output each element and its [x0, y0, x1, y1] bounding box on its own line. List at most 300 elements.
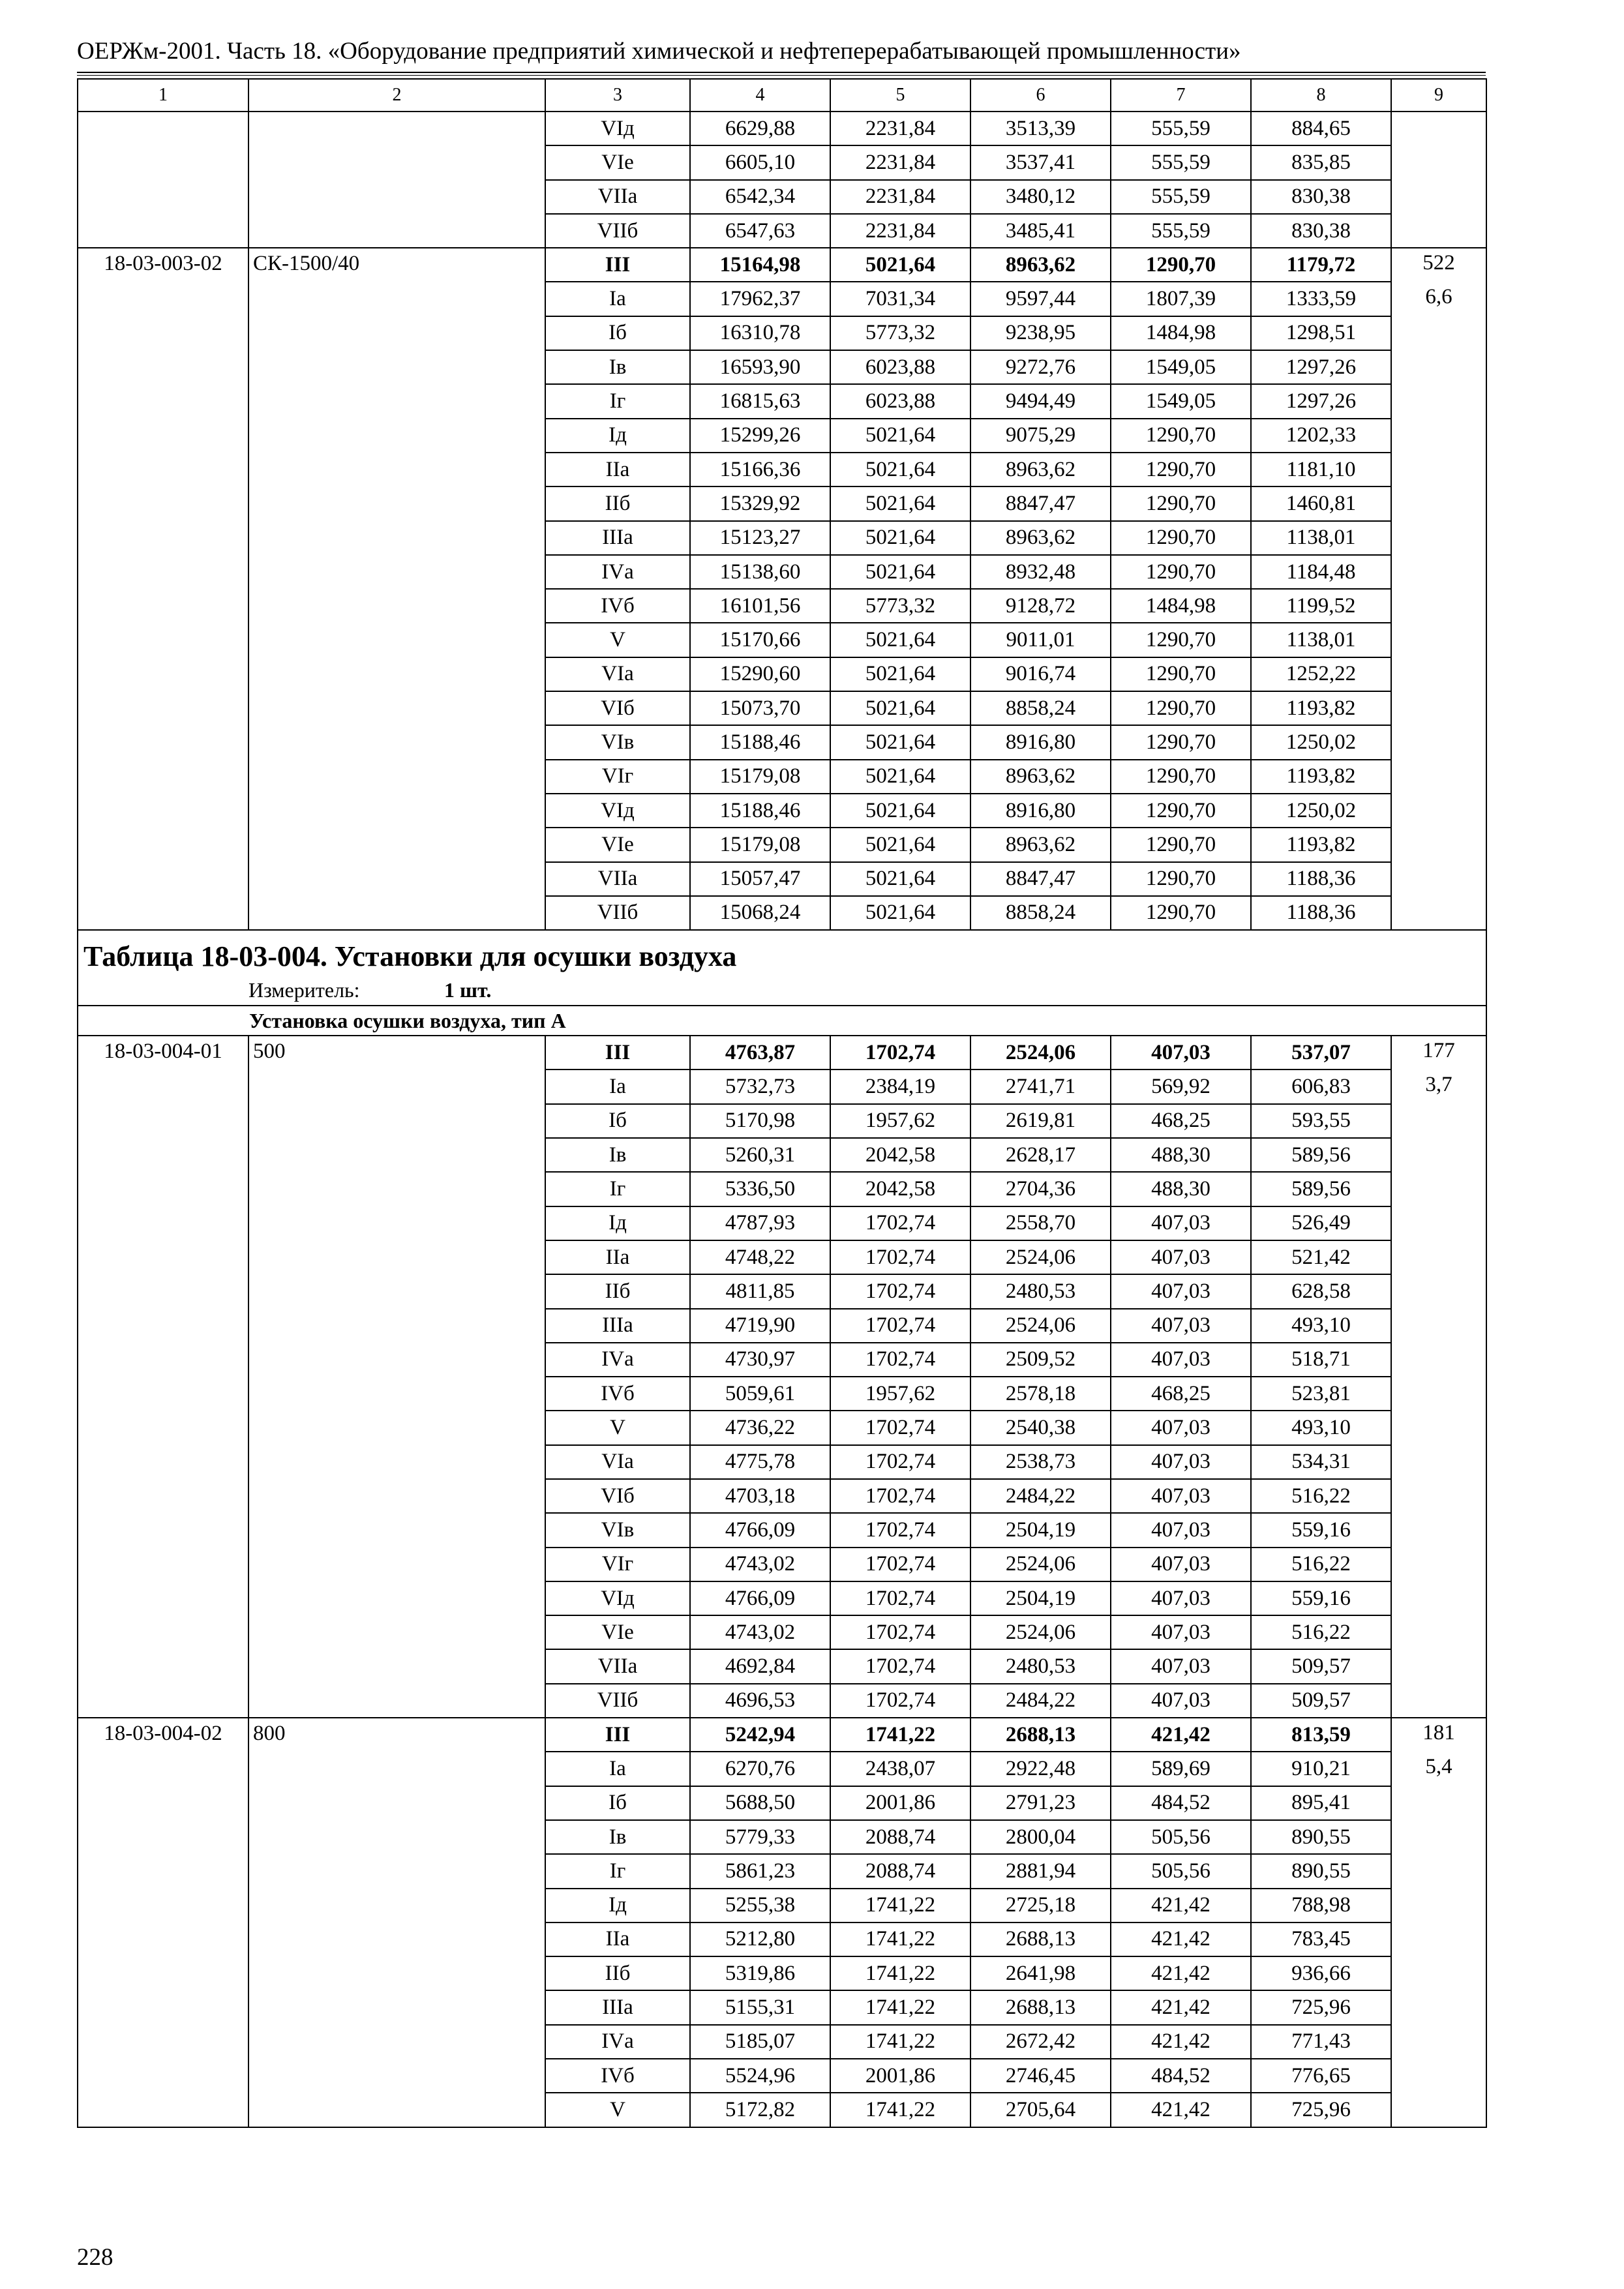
value-cell: 1290,70: [1111, 896, 1251, 930]
value-cell: 1199,52: [1251, 589, 1391, 623]
value-cell: 6629,88: [690, 112, 830, 145]
value-cell: 15299,26: [690, 419, 830, 453]
zone-cell: VIа: [545, 657, 690, 691]
value-cell: 4696,53: [690, 1684, 830, 1718]
value-cell: 1957,62: [830, 1104, 970, 1138]
zone-cell: VIб: [545, 1479, 690, 1513]
value-cell: 1741,22: [830, 1990, 970, 2024]
value-cell: 2688,13: [970, 1718, 1111, 1752]
value-cell: 421,42: [1111, 2093, 1251, 2127]
value-cell: 421,42: [1111, 2025, 1251, 2059]
value-cell: 5260,31: [690, 1138, 830, 1172]
zone-cell: V: [545, 1411, 690, 1444]
value-cell: 526,49: [1251, 1206, 1391, 1240]
value-cell: 4719,90: [690, 1309, 830, 1343]
value-cell: 2524,06: [970, 1309, 1111, 1343]
value-cell: 725,96: [1251, 1990, 1391, 2024]
value-cell: 421,42: [1111, 1889, 1251, 1922]
zone-cell: VIа: [545, 1445, 690, 1479]
value-cell: 1702,74: [830, 1240, 970, 1274]
value-cell: 1290,70: [1111, 248, 1251, 282]
value-cell: 2524,06: [970, 1240, 1111, 1274]
value-cell: 8916,80: [970, 725, 1111, 759]
zone-cell: IIб: [545, 1956, 690, 1990]
value-cell: 2231,84: [830, 214, 970, 248]
value-cell: 895,41: [1251, 1786, 1391, 1820]
value-cell: 1202,33: [1251, 419, 1391, 453]
value-cell: 2231,84: [830, 145, 970, 179]
value-cell: 890,55: [1251, 1854, 1391, 1888]
zone-cell: IIа: [545, 1922, 690, 1956]
value-cell: 830,38: [1251, 180, 1391, 214]
value-cell: 2484,22: [970, 1684, 1111, 1718]
value-cell: 2558,70: [970, 1206, 1111, 1240]
value-cell: 534,31: [1251, 1445, 1391, 1479]
value-cell: 1549,05: [1111, 350, 1251, 384]
value-cell: 1193,82: [1251, 828, 1391, 861]
value-cell: 407,03: [1111, 1548, 1251, 1581]
value-cell: 628,58: [1251, 1274, 1391, 1308]
value-cell: 4743,02: [690, 1548, 830, 1581]
value-cell: 16593,90: [690, 350, 830, 384]
value-cell: 4763,87: [690, 1036, 830, 1070]
value-cell: 3537,41: [970, 145, 1111, 179]
value-cell: 493,10: [1251, 1309, 1391, 1343]
value-cell: 569,92: [1111, 1070, 1251, 1103]
value-cell: 5021,64: [830, 521, 970, 555]
value-cell: 1250,02: [1251, 725, 1391, 759]
value-cell: 1702,74: [830, 1615, 970, 1649]
zone-cell: VIг: [545, 1548, 690, 1581]
value-cell: 1702,74: [830, 1036, 970, 1070]
value-cell: 5021,64: [830, 623, 970, 657]
value-cell: 15073,70: [690, 691, 830, 725]
resource-code: 18-03-004-01: [78, 1036, 248, 1718]
equipment-name: 800: [248, 1718, 545, 2127]
value-cell: 6270,76: [690, 1752, 830, 1786]
value-cell: 5021,64: [830, 760, 970, 794]
value-cell: 8847,47: [970, 862, 1111, 896]
value-cell: 523,81: [1251, 1377, 1391, 1411]
value-cell: 776,65: [1251, 2059, 1391, 2093]
labor-hours: 181: [1422, 1721, 1455, 1745]
value-cell: 7031,34: [830, 282, 970, 316]
value-cell: 484,52: [1111, 1786, 1251, 1820]
labor-hours: 177: [1422, 1039, 1455, 1063]
subheading: Установка осушки воздуха, тип А: [78, 1006, 1486, 1036]
value-cell: 5732,73: [690, 1070, 830, 1103]
zone-cell: VIв: [545, 725, 690, 759]
value-cell: 1702,74: [830, 1513, 970, 1547]
value-cell: 1290,70: [1111, 623, 1251, 657]
value-cell: 407,03: [1111, 1615, 1251, 1649]
value-cell: 5688,50: [690, 1786, 830, 1820]
value-cell: 15123,27: [690, 521, 830, 555]
value-cell: 2705,64: [970, 2093, 1111, 2127]
zone-cell: Iв: [545, 1820, 690, 1854]
value-cell: 1484,98: [1111, 316, 1251, 350]
zone-cell: Iг: [545, 1172, 690, 1206]
value-cell: 2619,81: [970, 1104, 1111, 1138]
labor-cell: [1391, 1718, 1486, 2127]
zone-cell: V: [545, 2093, 690, 2127]
value-cell: 5172,82: [690, 2093, 830, 2127]
zone-cell: IIIа: [545, 1309, 690, 1343]
value-cell: 484,52: [1111, 2059, 1251, 2093]
value-cell: 6542,34: [690, 180, 830, 214]
value-cell: 1290,70: [1111, 862, 1251, 896]
value-cell: 1702,74: [830, 1479, 970, 1513]
value-cell: 5336,50: [690, 1172, 830, 1206]
value-cell: 5861,23: [690, 1854, 830, 1888]
value-cell: 5021,64: [830, 896, 970, 930]
value-cell: 8963,62: [970, 828, 1111, 861]
value-cell: 8963,62: [970, 248, 1111, 282]
value-cell: 2688,13: [970, 1990, 1111, 2024]
value-cell: 589,56: [1251, 1138, 1391, 1172]
column-number: 5: [830, 79, 970, 112]
value-cell: 3513,39: [970, 112, 1111, 145]
value-cell: 771,43: [1251, 2025, 1391, 2059]
value-cell: 407,03: [1111, 1649, 1251, 1683]
value-cell: 813,59: [1251, 1718, 1391, 1752]
header-rule: [77, 72, 1486, 76]
value-cell: 1184,48: [1251, 555, 1391, 589]
value-cell: 5185,07: [690, 2025, 830, 2059]
meter-row: [78, 976, 1486, 1006]
value-cell: 9238,95: [970, 316, 1111, 350]
value-cell: 890,55: [1251, 1820, 1391, 1854]
value-cell: 1741,22: [830, 1718, 970, 1752]
zone-cell: III: [545, 1718, 690, 1752]
table-row: [78, 1036, 1486, 1070]
value-cell: 9011,01: [970, 623, 1111, 657]
value-cell: 407,03: [1111, 1684, 1251, 1718]
zone-cell: VIд: [545, 112, 690, 145]
zone-cell: Iа: [545, 1070, 690, 1103]
value-cell: 559,16: [1251, 1581, 1391, 1615]
labor-cell: [1391, 1036, 1486, 1718]
value-cell: 2480,53: [970, 1649, 1111, 1683]
value-cell: 1702,74: [830, 1274, 970, 1308]
value-cell: 1250,02: [1251, 794, 1391, 828]
value-cell: 6605,10: [690, 145, 830, 179]
value-cell: 5021,64: [830, 419, 970, 453]
value-cell: 910,21: [1251, 1752, 1391, 1786]
zone-cell: VIIб: [545, 214, 690, 248]
subheading-row: [78, 1006, 1486, 1036]
zone-cell: III: [545, 248, 690, 282]
value-cell: 1193,82: [1251, 691, 1391, 725]
zone-cell: IIб: [545, 486, 690, 520]
labor-hours: 522: [1422, 251, 1455, 275]
resource-code: 18-03-004-02: [78, 1718, 248, 2127]
value-cell: 555,59: [1111, 112, 1251, 145]
value-cell: 509,57: [1251, 1649, 1391, 1683]
value-cell: 2231,84: [830, 180, 970, 214]
value-cell: 2800,04: [970, 1820, 1111, 1854]
value-cell: 2540,38: [970, 1411, 1111, 1444]
column-number: 8: [1251, 79, 1391, 112]
value-cell: 2922,48: [970, 1752, 1111, 1786]
value-cell: 15188,46: [690, 725, 830, 759]
value-cell: 2484,22: [970, 1479, 1111, 1513]
value-cell: 421,42: [1111, 1990, 1251, 2024]
value-cell: 421,42: [1111, 1922, 1251, 1956]
value-cell: 1138,01: [1251, 521, 1391, 555]
value-cell: 1290,70: [1111, 486, 1251, 520]
zone-cell: IIIа: [545, 1990, 690, 2024]
labor-grade: 5,4: [1425, 1755, 1452, 1779]
zone-cell: IVб: [545, 589, 690, 623]
value-cell: 559,16: [1251, 1513, 1391, 1547]
value-cell: 5021,64: [830, 453, 970, 486]
labor-cell: [1391, 112, 1486, 248]
zone-cell: VIIа: [545, 1649, 690, 1683]
value-cell: 9016,74: [970, 657, 1111, 691]
value-cell: 936,66: [1251, 1956, 1391, 1990]
zone-cell: Iб: [545, 316, 690, 350]
value-cell: 15068,24: [690, 896, 830, 930]
value-cell: 15057,47: [690, 862, 830, 896]
zone-cell: Iб: [545, 1104, 690, 1138]
value-cell: 8858,24: [970, 896, 1111, 930]
value-cell: 1138,01: [1251, 623, 1391, 657]
value-cell: 1702,74: [830, 1411, 970, 1444]
zone-cell: VIIа: [545, 862, 690, 896]
value-cell: 2231,84: [830, 112, 970, 145]
zone-cell: IIIа: [545, 521, 690, 555]
value-cell: 4748,22: [690, 1240, 830, 1274]
zone-cell: IVа: [545, 1343, 690, 1377]
value-cell: 516,22: [1251, 1615, 1391, 1649]
value-cell: 15164,98: [690, 248, 830, 282]
zone-cell: IVб: [545, 2059, 690, 2093]
value-cell: 8858,24: [970, 691, 1111, 725]
value-cell: 407,03: [1111, 1036, 1251, 1070]
value-cell: 521,42: [1251, 1240, 1391, 1274]
table-title: Таблица 18-03-004. Установки для осушки воздуха: [78, 930, 1486, 976]
column-number: 1: [78, 79, 248, 112]
value-cell: 1702,74: [830, 1649, 970, 1683]
value-cell: 5021,64: [830, 248, 970, 282]
value-cell: 5524,96: [690, 2059, 830, 2093]
value-cell: 6023,88: [830, 350, 970, 384]
value-cell: 407,03: [1111, 1240, 1251, 1274]
zone-cell: III: [545, 1036, 690, 1070]
value-cell: 1741,22: [830, 1889, 970, 1922]
zone-cell: V: [545, 623, 690, 657]
value-cell: 1807,39: [1111, 282, 1251, 316]
value-cell: 6547,63: [690, 214, 830, 248]
value-cell: 8963,62: [970, 760, 1111, 794]
value-cell: 555,59: [1111, 145, 1251, 179]
value-cell: 15170,66: [690, 623, 830, 657]
value-cell: 5319,86: [690, 1956, 830, 1990]
zone-cell: Iв: [545, 1138, 690, 1172]
value-cell: 1290,70: [1111, 760, 1251, 794]
zone-cell: Iг: [545, 1854, 690, 1888]
value-cell: 9494,49: [970, 384, 1111, 418]
value-cell: 5242,94: [690, 1718, 830, 1752]
value-cell: 421,42: [1111, 1956, 1251, 1990]
value-cell: 4766,09: [690, 1513, 830, 1547]
meter-cell: [78, 976, 1486, 1006]
value-cell: 2672,42: [970, 2025, 1111, 2059]
zone-cell: IIа: [545, 453, 690, 486]
value-cell: 516,22: [1251, 1548, 1391, 1581]
value-cell: 1741,22: [830, 2093, 970, 2127]
value-cell: 4703,18: [690, 1479, 830, 1513]
value-cell: 1290,70: [1111, 691, 1251, 725]
zone-cell: VIе: [545, 1615, 690, 1649]
zone-cell: IIб: [545, 1274, 690, 1308]
value-cell: 17962,37: [690, 282, 830, 316]
value-cell: 2001,86: [830, 2059, 970, 2093]
value-cell: 6023,88: [830, 384, 970, 418]
zone-cell: Iа: [545, 1752, 690, 1786]
value-cell: 788,98: [1251, 1889, 1391, 1922]
value-cell: 5170,98: [690, 1104, 830, 1138]
labor-grade: 3,7: [1425, 1073, 1452, 1097]
value-cell: 505,56: [1111, 1820, 1251, 1854]
value-cell: 5021,64: [830, 862, 970, 896]
value-cell: 2384,19: [830, 1070, 970, 1103]
resource-code: 18-03-003-02: [78, 248, 248, 930]
value-cell: 3485,41: [970, 214, 1111, 248]
zone-cell: Iг: [545, 384, 690, 418]
value-cell: 407,03: [1111, 1581, 1251, 1615]
value-cell: 2628,17: [970, 1138, 1111, 1172]
value-cell: 5212,80: [690, 1922, 830, 1956]
value-cell: 4775,78: [690, 1445, 830, 1479]
zone-cell: VIе: [545, 828, 690, 861]
zone-cell: IVа: [545, 555, 690, 589]
value-cell: 4730,97: [690, 1343, 830, 1377]
table-row: [78, 112, 1486, 145]
value-cell: 1741,22: [830, 2025, 970, 2059]
zone-cell: Iа: [545, 282, 690, 316]
zone-cell: VIе: [545, 145, 690, 179]
value-cell: 593,55: [1251, 1104, 1391, 1138]
value-cell: 1460,81: [1251, 486, 1391, 520]
value-cell: 4692,84: [690, 1649, 830, 1683]
value-cell: 421,42: [1111, 1718, 1251, 1752]
value-cell: 1188,36: [1251, 896, 1391, 930]
value-cell: 2524,06: [970, 1036, 1111, 1070]
value-cell: 5021,64: [830, 828, 970, 861]
value-cell: 1290,70: [1111, 419, 1251, 453]
value-cell: 505,56: [1111, 1854, 1251, 1888]
value-cell: 884,65: [1251, 112, 1391, 145]
value-cell: 2538,73: [970, 1445, 1111, 1479]
value-cell: 537,07: [1251, 1036, 1391, 1070]
value-cell: 2704,36: [970, 1172, 1111, 1206]
value-cell: 2001,86: [830, 1786, 970, 1820]
value-cell: 9075,29: [970, 419, 1111, 453]
value-cell: 2641,98: [970, 1956, 1111, 1990]
value-cell: 2524,06: [970, 1548, 1111, 1581]
value-cell: 1290,70: [1111, 725, 1251, 759]
value-cell: 5773,32: [830, 589, 970, 623]
value-cell: 407,03: [1111, 1206, 1251, 1240]
value-cell: 1702,74: [830, 1206, 970, 1240]
value-cell: 1188,36: [1251, 862, 1391, 896]
zone-cell: IIа: [545, 1240, 690, 1274]
value-cell: 15179,08: [690, 760, 830, 794]
value-cell: 15166,36: [690, 453, 830, 486]
value-cell: 5021,64: [830, 794, 970, 828]
value-cell: 5773,32: [830, 316, 970, 350]
value-cell: 2480,53: [970, 1274, 1111, 1308]
value-cell: 5021,64: [830, 691, 970, 725]
value-cell: 1702,74: [830, 1445, 970, 1479]
value-cell: 5021,64: [830, 555, 970, 589]
zone-cell: VIд: [545, 794, 690, 828]
value-cell: 15179,08: [690, 828, 830, 861]
value-cell: 8847,47: [970, 486, 1111, 520]
value-cell: 1702,74: [830, 1684, 970, 1718]
value-cell: 5059,61: [690, 1377, 830, 1411]
value-cell: 16310,78: [690, 316, 830, 350]
value-cell: 9597,44: [970, 282, 1111, 316]
price-table: [77, 78, 1487, 2128]
table-title-row: [78, 930, 1486, 976]
value-cell: 1290,70: [1111, 794, 1251, 828]
value-cell: 4811,85: [690, 1274, 830, 1308]
value-cell: 2881,94: [970, 1854, 1111, 1888]
value-cell: 1741,22: [830, 1956, 970, 1990]
page-header: ОЕРЖм-2001. Часть 18. «Оборудование предприятий химической и нефтеперерабатывающей промышленности»: [77, 38, 1241, 65]
labor-grade: 6,6: [1425, 285, 1452, 309]
value-cell: 1298,51: [1251, 316, 1391, 350]
value-cell: 725,96: [1251, 2093, 1391, 2127]
value-cell: 8963,62: [970, 453, 1111, 486]
value-cell: 1549,05: [1111, 384, 1251, 418]
value-cell: 1957,62: [830, 1377, 970, 1411]
zone-cell: IVб: [545, 1377, 690, 1411]
meter-value: 1 шт.: [444, 978, 492, 1002]
value-cell: 493,10: [1251, 1411, 1391, 1444]
value-cell: 15188,46: [690, 794, 830, 828]
zone-cell: Iб: [545, 1786, 690, 1820]
value-cell: 5021,64: [830, 725, 970, 759]
value-cell: 1252,22: [1251, 657, 1391, 691]
value-cell: 1290,70: [1111, 828, 1251, 861]
value-cell: 1702,74: [830, 1548, 970, 1581]
value-cell: 5021,64: [830, 657, 970, 691]
zone-cell: Iд: [545, 1206, 690, 1240]
column-number: 3: [545, 79, 690, 112]
zone-cell: VIIб: [545, 896, 690, 930]
value-cell: 2791,23: [970, 1786, 1111, 1820]
value-cell: 2578,18: [970, 1377, 1111, 1411]
value-cell: 5021,64: [830, 486, 970, 520]
value-cell: 555,59: [1111, 180, 1251, 214]
value-cell: 407,03: [1111, 1513, 1251, 1547]
value-cell: 2746,45: [970, 2059, 1111, 2093]
value-cell: 8963,62: [970, 521, 1111, 555]
page-number: 228: [77, 2244, 113, 2271]
zone-cell: Iв: [545, 350, 690, 384]
value-cell: 1181,10: [1251, 453, 1391, 486]
value-cell: 2741,71: [970, 1070, 1111, 1103]
zone-cell: Iд: [545, 1889, 690, 1922]
value-cell: 1333,59: [1251, 282, 1391, 316]
value-cell: 1193,82: [1251, 760, 1391, 794]
zone-cell: VIIа: [545, 180, 690, 214]
value-cell: 1179,72: [1251, 248, 1391, 282]
